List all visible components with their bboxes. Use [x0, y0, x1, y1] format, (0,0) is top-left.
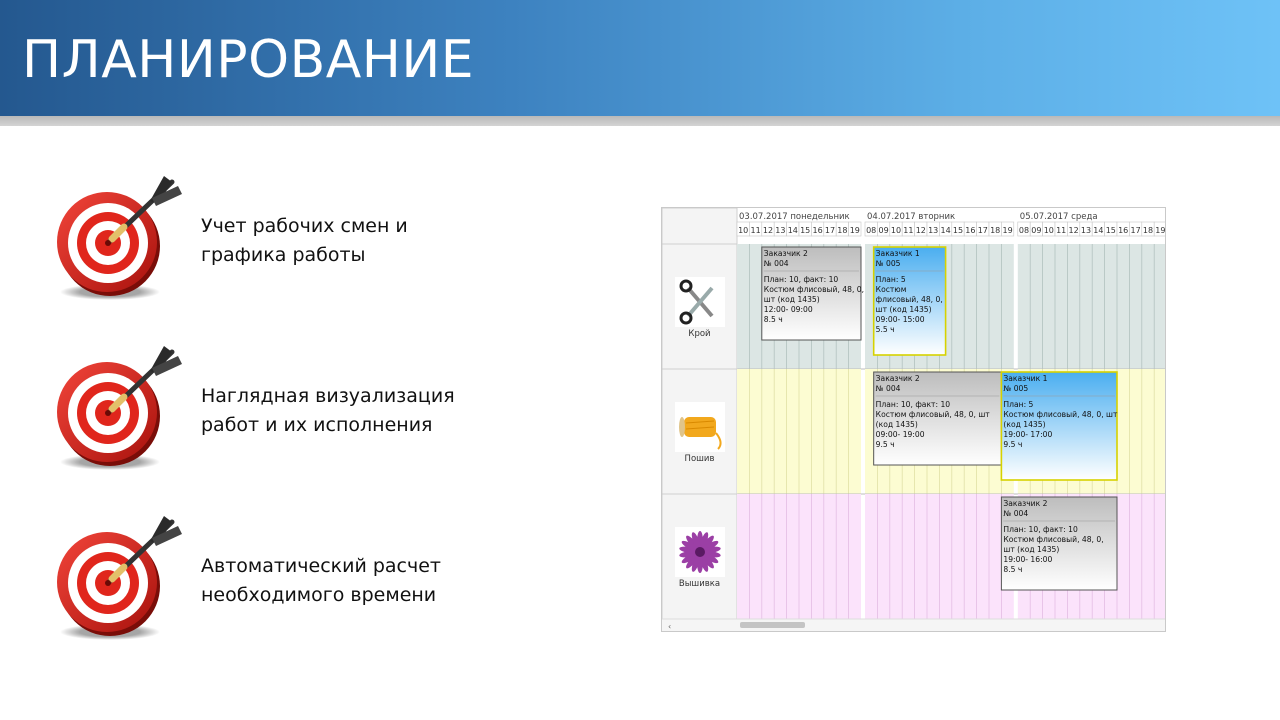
bullet-text [201, 552, 441, 610]
task-card-text: флисовый, 48, 0, [875, 295, 943, 304]
dart-target-icon [52, 508, 187, 643]
task-card-text: Костюм флисовый, 48, 0, шт [875, 410, 990, 419]
hour-label: 16 [1118, 226, 1129, 235]
production-schedule[interactable] [661, 207, 1166, 632]
task-card-text: Костюм флисовый, 48, 0, [1003, 535, 1104, 544]
resource-label: Крой [688, 329, 711, 339]
hour-label: 08 [1018, 226, 1030, 235]
task-card-text: Костюм флисовый, 48, 0, [763, 285, 865, 294]
day-label: 04.07.2017 вторник [867, 212, 956, 222]
task-card-text: 09:00- 15:00 [875, 315, 925, 324]
hour-label: 12 [1068, 226, 1079, 235]
task-card-text: № 004 [875, 384, 901, 393]
hour-label: 12 [915, 226, 926, 235]
hour-label: 11 [1056, 226, 1067, 235]
hour-label: 14 [1093, 226, 1104, 235]
task-card-text: шт (код 1435) [875, 305, 932, 314]
task-card-text: План: 10, факт: 10 [875, 400, 951, 409]
bullet-line: Учет рабочих смен и [201, 215, 408, 237]
hour-label: 17 [977, 226, 988, 235]
task-card-text: шт (код 1435) [763, 295, 820, 304]
schedule-grid[interactable] [662, 208, 1166, 632]
task-card-text: Заказчик 1 [1003, 374, 1048, 383]
bullet-item [52, 338, 472, 478]
resource-label: Пошив [684, 454, 715, 464]
task-card-text: План: 10, факт: 10 [1003, 525, 1078, 534]
hour-label: 10 [890, 226, 902, 235]
hour-label: 09 [1031, 226, 1042, 235]
task-card-text: 9.5 ч [875, 440, 895, 449]
horizontal-scrollbar[interactable] [662, 619, 1166, 632]
dart-target-icon [52, 338, 187, 473]
bullet-text [201, 212, 408, 270]
hour-label: 16 [812, 226, 823, 235]
hour-label: 19 [849, 226, 860, 235]
day-label: 03.07.2017 понедельник [739, 212, 850, 222]
task-card-text: План: 5 [1003, 400, 1034, 409]
hour-label: 13 [775, 226, 786, 235]
task-card-text: Заказчик 2 [875, 374, 920, 383]
task-card-text: 12:00- 09:00 [763, 305, 813, 314]
task-card-text: План: 10, факт: 10 [763, 275, 839, 284]
hour-label: 15 [1105, 226, 1116, 235]
task-card-text: 8.5 ч [1003, 565, 1023, 574]
header-banner [0, 0, 1280, 116]
bullet-text [201, 382, 455, 440]
task-card-text: 19:00- 17:00 [1003, 430, 1053, 439]
day-label: 05.07.2017 среда [1019, 212, 1098, 222]
hour-label: 10 [738, 226, 749, 235]
hour-label: 17 [1130, 226, 1141, 235]
dart-target-icon [52, 168, 187, 303]
task-card-text: 09:00- 19:00 [875, 430, 925, 439]
hour-label: 11 [750, 226, 761, 235]
page-title: ПЛАНИРОВАНИЕ [22, 30, 475, 90]
header-divider [0, 116, 1280, 126]
hour-label: 18 [1142, 226, 1154, 235]
hour-label: 14 [940, 226, 951, 235]
task-card-text: Костюм [875, 285, 907, 294]
bullet-item [52, 168, 472, 308]
task-card-text: 5.5 ч [875, 325, 895, 334]
task-card-text: Костюм флисовый, 48, 0, шт [1003, 410, 1118, 419]
task-card-text: № 005 [875, 259, 901, 268]
task-card-text: № 004 [763, 259, 789, 268]
task-card-text: 9.5 ч [1003, 440, 1023, 449]
hour-label: 15 [952, 226, 964, 235]
hour-label: 09 [878, 226, 889, 235]
hour-label: 12 [762, 226, 774, 235]
bullet-item [52, 508, 472, 648]
task-card-text: Заказчик 2 [1003, 499, 1048, 508]
hour-label: 08 [866, 226, 877, 235]
hour-label: 15 [800, 226, 811, 235]
task-card-text: Заказчик 1 [875, 249, 920, 258]
task-card-text: 19:00- 16:00 [1003, 555, 1053, 564]
hour-label: 18 [837, 226, 848, 235]
hour-label: 19 [1002, 226, 1013, 235]
task-card-text: (код 1435) [1003, 420, 1046, 429]
task-card-text: (код 1435) [875, 420, 918, 429]
hour-label: 14 [787, 226, 798, 235]
hour-label: 11 [903, 226, 914, 235]
schedule-corner [662, 208, 737, 244]
hour-label: 19 [1155, 226, 1166, 235]
task-card-text: № 005 [1003, 384, 1029, 393]
task-card-text: № 004 [1003, 509, 1029, 518]
task-card-text: шт (код 1435) [1003, 545, 1060, 554]
hour-label: 18 [990, 226, 1001, 235]
task-card-text: Заказчик 2 [763, 249, 808, 258]
bullet-line: Автоматический расчет [201, 555, 441, 577]
hour-label: 16 [965, 226, 976, 235]
scrollbar-thumb[interactable] [740, 622, 805, 628]
scroll-left-icon: ‹ [668, 622, 672, 631]
bullet-line: необходимого времени [201, 584, 437, 606]
hour-label: 13 [1080, 226, 1092, 235]
task-card-text: План: 5 [875, 275, 906, 284]
hour-label: 13 [928, 226, 939, 235]
bullet-line: работ и их исполнения [201, 414, 433, 436]
bullet-line: Наглядная визуализация [201, 385, 455, 407]
bullet-line: графика работы [201, 244, 366, 266]
task-card-text: 8.5 ч [763, 315, 783, 324]
hour-label: 17 [824, 226, 836, 235]
resource-label: Вышивка [678, 579, 721, 589]
hour-label: 10 [1043, 226, 1054, 235]
